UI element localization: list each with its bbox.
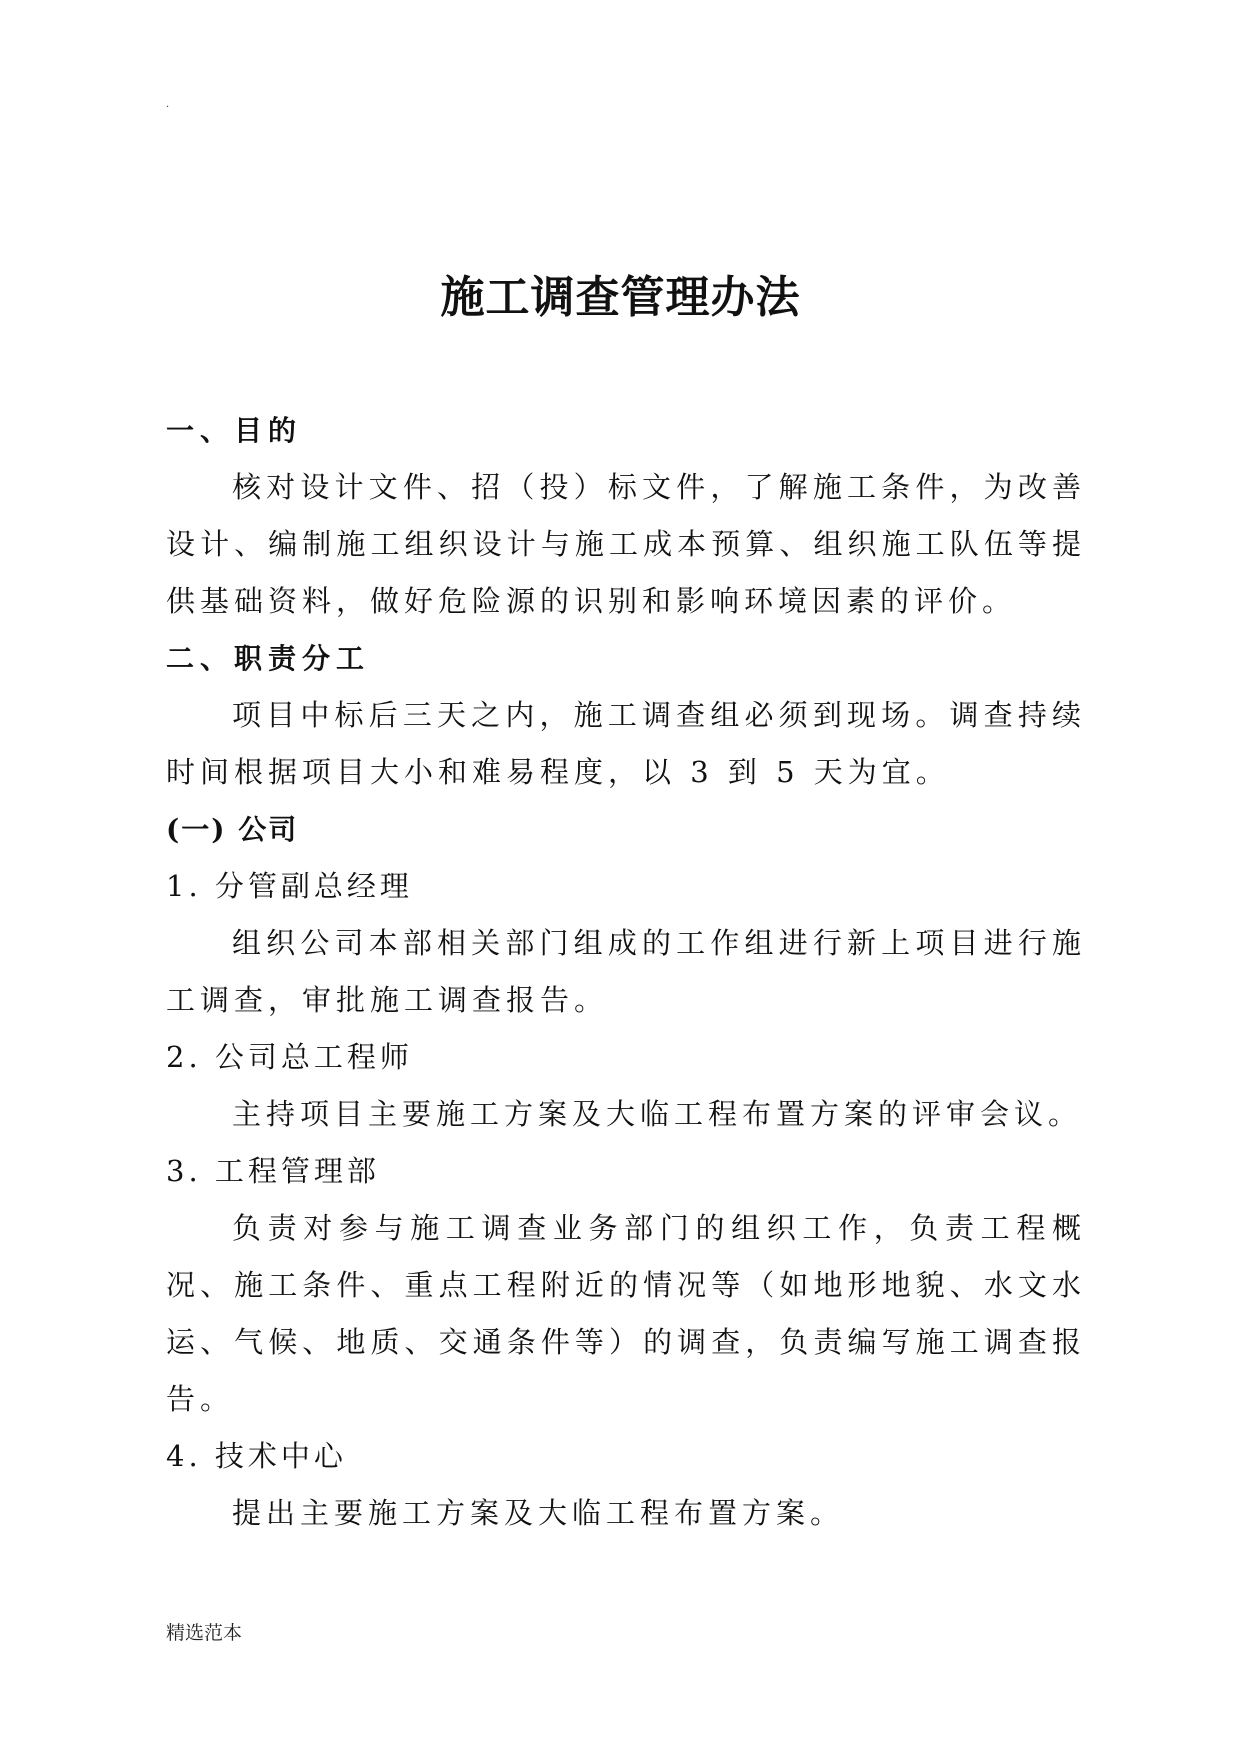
item-title-tech-center: 4. 技术中心	[166, 1439, 347, 1473]
subsection-heading-company: (一) 公司	[166, 813, 299, 846]
item-body-engineering-dept: 负责对参与施工调查业务部门的组织工作，负责工程概况、施工条件、重点工程附近的情况等（如地形地貌、水文水运、气候、地质、交通条件等）的调查，负责编写施工调查报告。	[166, 1211, 1086, 1416]
section-paragraph-responsibilities: 项目中标后三天之内，施工调查组必须到现场。调查持续时间根据项目大小和难易程度，以 3 到 5 天为宜。	[166, 698, 1086, 789]
item-title-deputy-gm: 1. 分管副总经理	[166, 869, 413, 903]
item-body-tech-center: 提出主要施工方案及大临工程布置方案。	[232, 1496, 845, 1530]
section-heading-responsibilities: 二、职责分工	[166, 642, 371, 675]
item-title-engineering-dept: 3. 工程管理部	[166, 1154, 380, 1188]
document-title: 施工调查管理办法	[440, 272, 801, 323]
item-title-chief-engineer: 2. 公司总工程师	[166, 1040, 413, 1074]
section-paragraph-purpose: 核对设计文件、招（投）标文件，了解施工条件，为改善设计、编制施工组织设计与施工成本预算、组织施工队伍等提供基础资料，做好危险源的识别和影响环境因素的评价。	[166, 470, 1086, 618]
item-body-chief-engineer: 主持项目主要施工方案及大临工程布置方案的评审会议。	[232, 1097, 1083, 1131]
corner-mark: .	[166, 99, 170, 110]
document-body	[166, 402, 1086, 1542]
page-footer: 精选范本	[166, 1622, 243, 1644]
item-body-deputy-gm: 组织公司本部相关部门组成的工作组进行新上项目进行施工调查，审批施工调查报告。	[166, 926, 1086, 1017]
section-heading-purpose: 一、目的	[166, 414, 303, 447]
